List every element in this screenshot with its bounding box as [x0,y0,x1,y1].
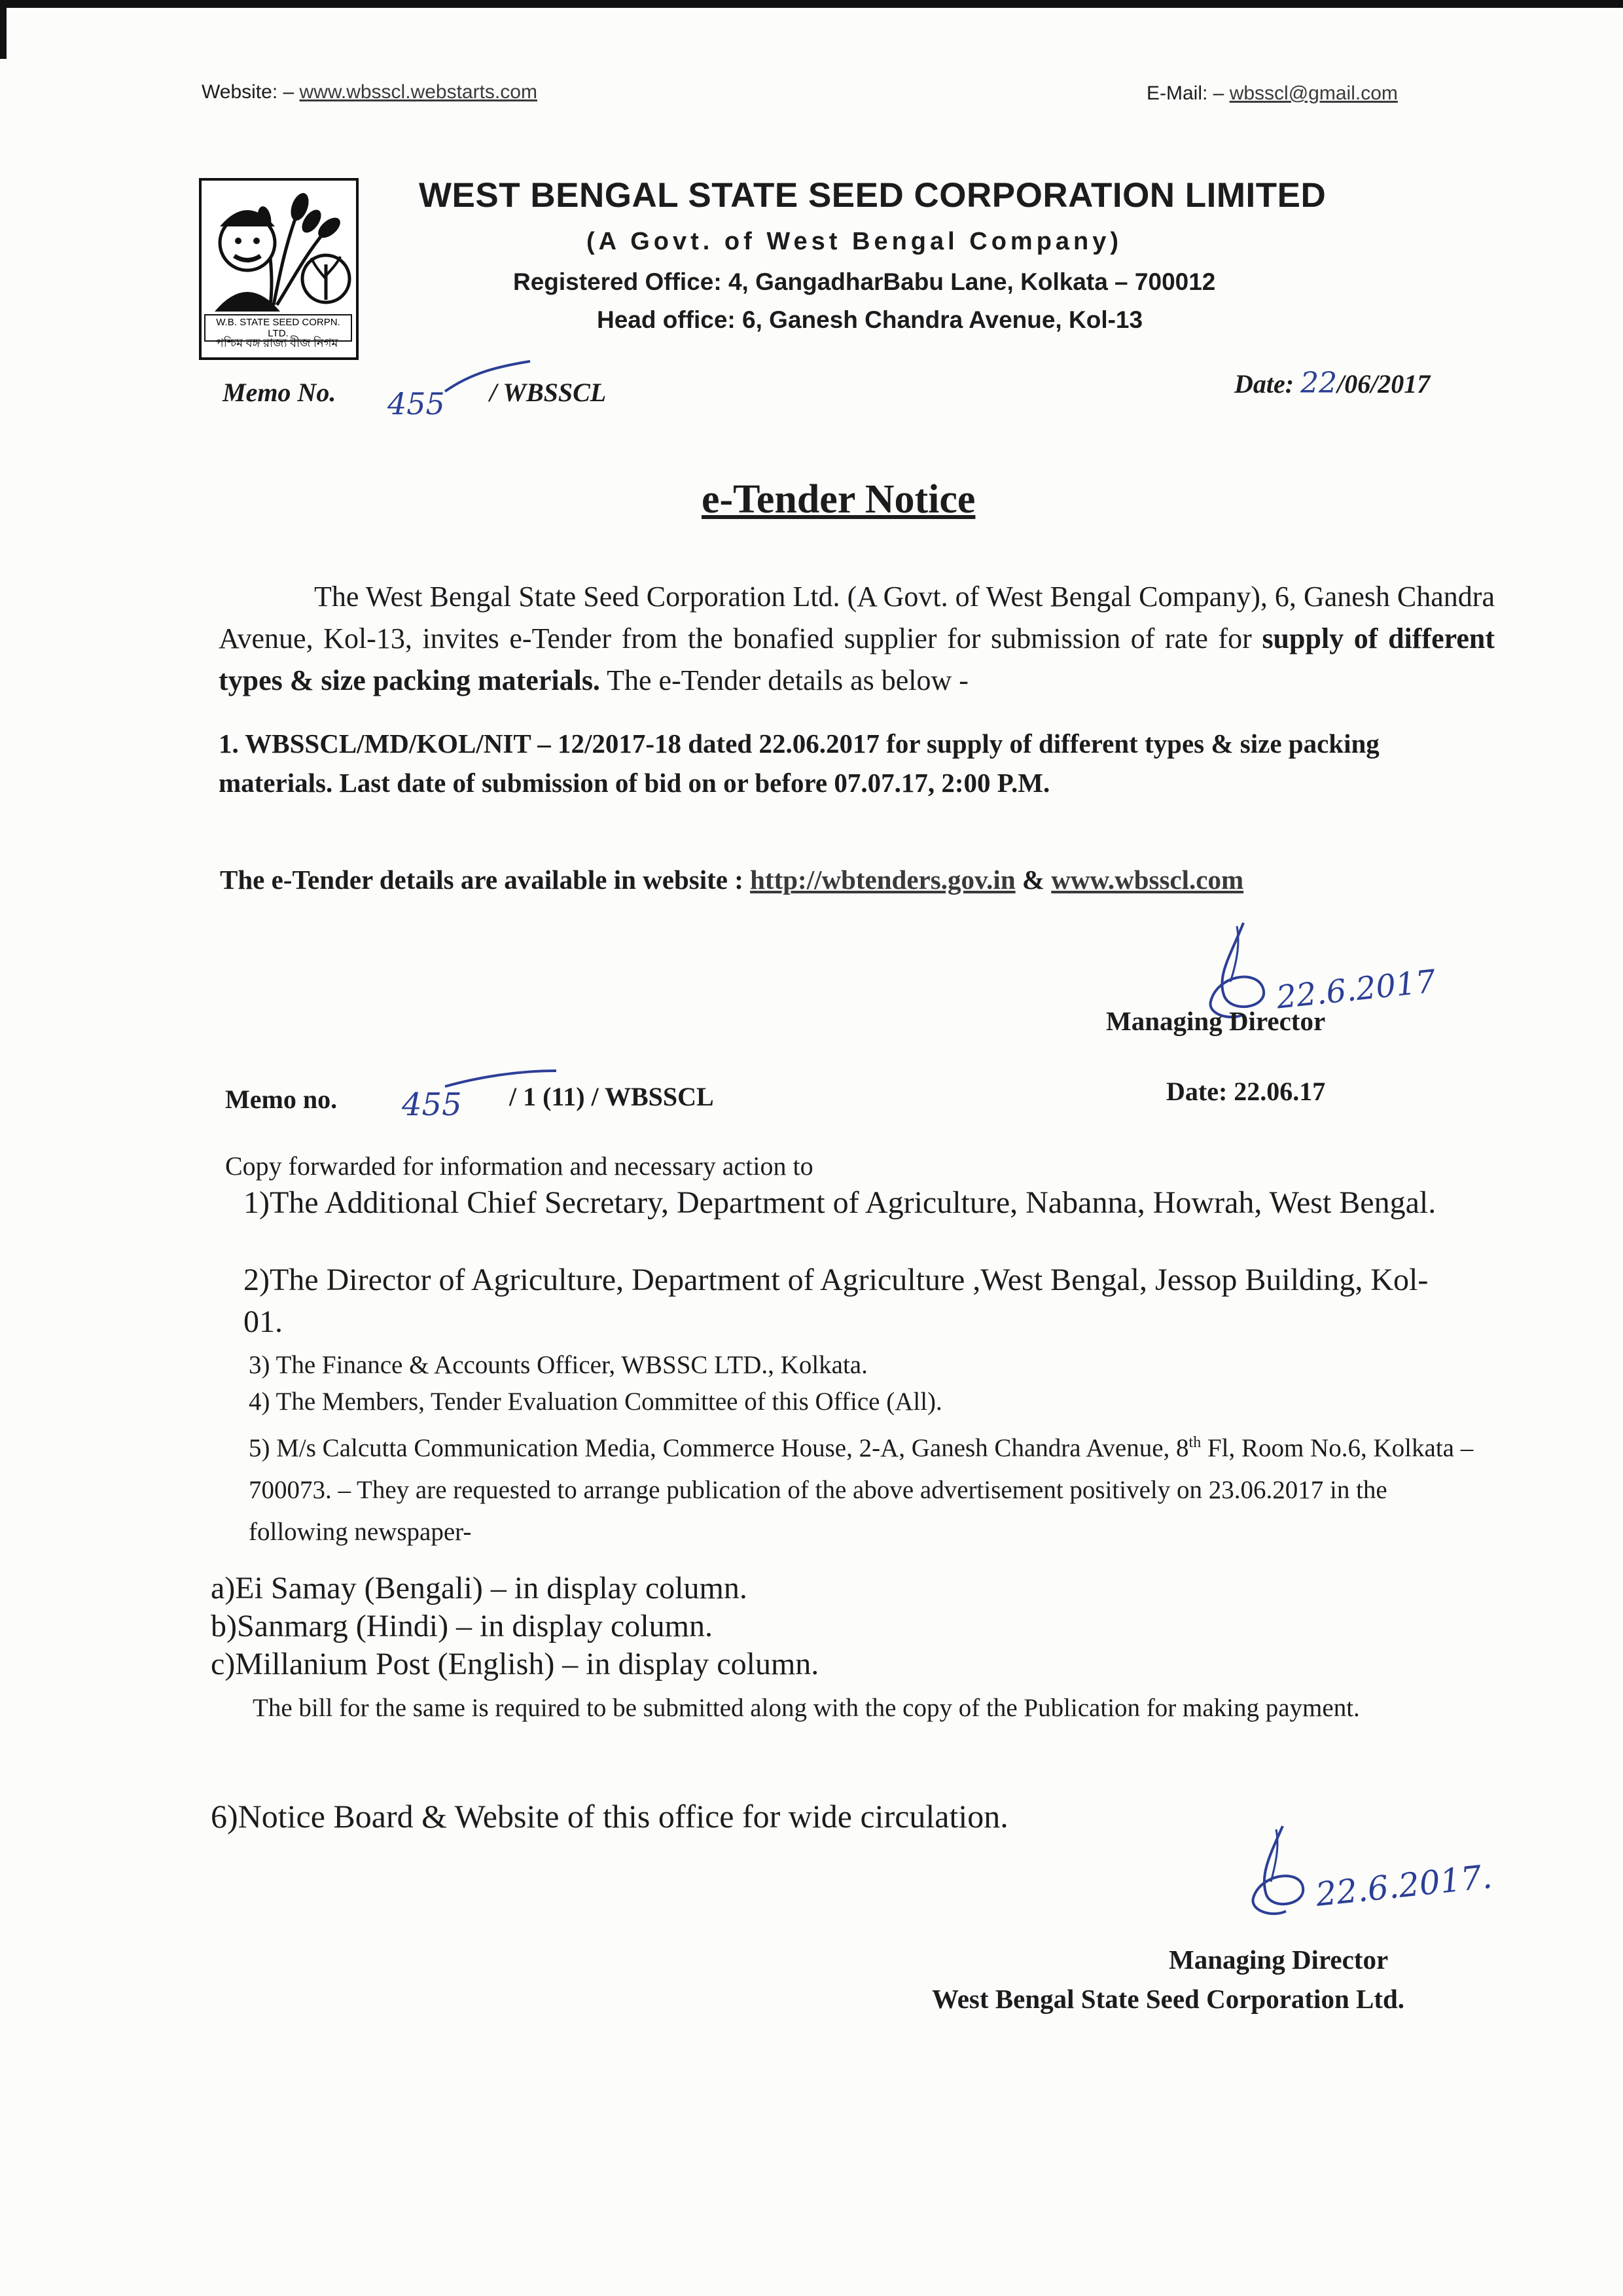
wbtenders-link[interactable]: http://wbtenders.gov.in [750,865,1016,895]
memo-number-handwritten: 455 [387,386,445,422]
memo2-number-handwritten: 455 [402,1086,462,1123]
signature-1-designation: Managing Director [1106,1006,1326,1036]
memo-date [1234,367,1430,400]
website-label: Website: – [202,81,300,103]
intro-paragraph [219,576,1495,702]
copy-recipient-2: 2)The Director of Agriculture, Department of Agriculture ,West Bengal, Jessop Building, Kol-01. [243,1263,1429,1339]
memo-label: Memo No. [223,378,336,407]
copy5-text-1: 5) M/s Calcutta Communication Media, Commerce House, 2-A, Ganesh Chandra Avenue, 8 [249,1434,1189,1462]
signature-1-date: 22.6.2017 [1274,963,1438,1016]
signature-2-date: 22.6.2017. [1313,1857,1494,1914]
page-title: e-Tender Notice [702,477,976,522]
newspaper-list [211,1570,819,1683]
registered-office: Registered Office: 4, GangadharBabu Lane, Kolkata – 700012 [513,268,1216,295]
intro-text-2: The e-Tender details as below - [599,664,969,696]
email-line [1147,82,1398,105]
scan-edge-top [0,0,1623,8]
memo-date-label: Date: [1234,369,1294,399]
newspaper-item-ei-samay: a)Ei Samay (Bengali) – in display column. [211,1571,747,1605]
signature-2-designation: Managing Director [1169,1945,1389,1975]
intro-bold: supply of different types & size packing materials. [219,622,1495,696]
copy-recipient-6: 6)Notice Board & Website of this office for wide circulation. [211,1798,1008,1835]
newspaper-item-sanmarg: b)Sanmarg (Hindi) – in display column. [211,1609,713,1643]
wbsscl-link[interactable]: www.wbsscl.com [1051,865,1244,895]
intro-text-1: The West Bengal State Seed Corporation Ltd. (A Govt. of West Bengal Company), 6, Ganesh Chandra Avenue, Kol-13, invites e-Tender from the bonafied supplier for submission of rate for [219,581,1495,655]
copy-recipient-1: 1)The Additional Chief Secretary, Department of Agriculture, Nabanna, Howrah, West Bengal. [243,1185,1436,1220]
amp: & [1015,865,1052,895]
email-label: E-Mail: – [1147,82,1230,104]
logo-caption-bn: পশ্চিম বঙ্গ রাজ্য বীজ নিগম [215,336,338,350]
website-link[interactable]: www.wbsscl.webstarts.com [299,81,537,103]
org-name: WEST BENGAL STATE SEED CORPORATION LIMITED [419,176,1327,215]
logo-caption-en: W.B. STATE SEED CORPN. LTD. [204,314,352,342]
website-line [202,81,537,103]
copy-recipient-4: 4) The Members, Tender Evaluation Committee of this Office (All). [249,1388,942,1416]
memo2-suffix: / 1 (11) / WBSSCL [509,1082,714,1111]
memo2-date: Date: 22.06.17 [1166,1077,1326,1106]
memo-suffix: / WBSSCL [490,378,607,407]
memo-date-handwritten: 22 [1300,367,1338,400]
signature-2-org: West Bengal State Seed Corporation Ltd. [932,1984,1405,2014]
newspaper-item-millanium-post: c)Millanium Post (English) – in display column. [211,1647,819,1681]
email-link[interactable]: wbsscl@gmail.com [1229,82,1398,104]
tender-website-line [220,864,1243,895]
scan-edge-left [0,0,7,59]
memo2-label: Memo no. [225,1085,338,1114]
org-subtitle: (A Govt. of West Bengal Company) [586,228,1123,255]
bill-note: The bill for the same is required to be submitted along with the copy of the Publication for making payment. [253,1694,1360,1722]
tender-item: 1. WBSSCL/MD/KOL/NIT – 12/2017-18 dated 22.06.2017 for supply of different types & size packing materials. Last date of submission of bid on or before 07.07.17, 2:00 P.M. [219,728,1380,798]
corporation-logo [199,178,359,360]
head-office: Head office: 6, Ganesh Chandra Avenue, Kol-13 [597,306,1143,333]
farmer-emblem-icon [202,181,356,312]
copy5-sup: th [1188,1434,1202,1451]
copy5-text-2: Fl, Room No.6, Kolkata – 700073. – They are requested to arrange publication of the above advertisement positively on 23.06.2017 in the following newspaper- [249,1434,1474,1546]
copy-intro: Copy forwarded for information and necessary action to [225,1151,813,1181]
copy-recipient-5 [249,1422,1479,1553]
copy-recipient-3: 3) The Finance & Accounts Officer, WBSSC LTD., Kolkata. [249,1351,868,1379]
tender-website-label: The e-Tender details are available in website : [220,865,751,895]
memo-date-rest: /06/2017 [1337,369,1431,399]
